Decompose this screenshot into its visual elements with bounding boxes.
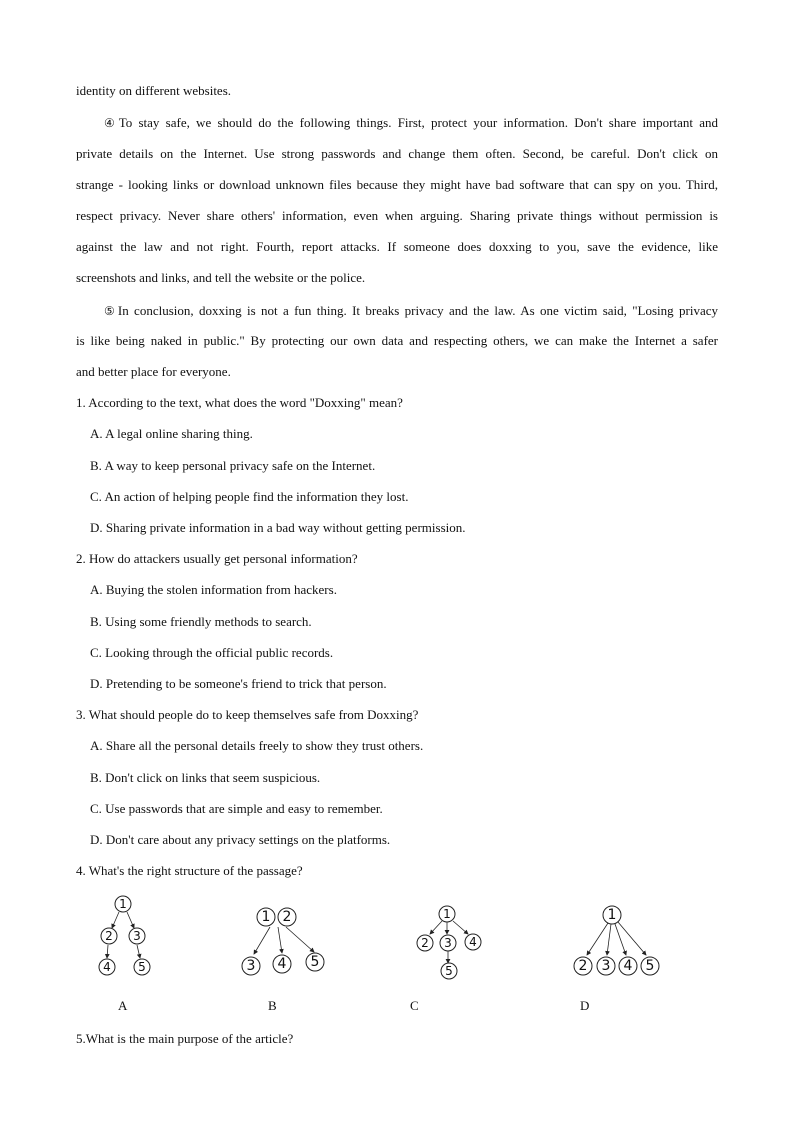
node-5-label: 5 — [310, 954, 320, 970]
edge-3-5 — [137, 945, 140, 958]
question-3-stem: 3. What should people do to keep themselves safe from Doxxing? — [76, 707, 419, 722]
question-3-option-d: D. Don't care about any privacy settings on the platforms. — [90, 832, 391, 847]
node-2-label: 2 — [578, 958, 588, 974]
paragraph-4-line-4: respect privacy. Never share others' information, even when arguing. Sharing private things without permission is — [76, 208, 718, 223]
edge-1-3 — [127, 912, 134, 928]
node-4-label: 4 — [623, 958, 633, 974]
edge-12-3 — [254, 927, 270, 954]
node-4-label: 4 — [103, 960, 111, 974]
node-5-label: 5 — [445, 964, 453, 978]
question-4-stem: 4. What's the right structure of the passage? — [76, 863, 303, 878]
question-1-option-b: B. A way to keep personal privacy safe on the Internet. — [90, 458, 376, 473]
edge-1-4 — [453, 921, 468, 934]
node-1-label: 1 — [443, 907, 451, 921]
diagram-d-label: D — [580, 998, 590, 1013]
edge-1-2 — [587, 923, 608, 955]
node-1-label: 1 — [607, 907, 617, 923]
question-1-option-d: D. Sharing private information in a bad way without getting permission. — [90, 520, 466, 535]
question-3-option-c: C. Use passwords that are simple and easy to remember. — [90, 801, 383, 816]
paragraph-5-line-1: ⑤In conclusion, doxxing is not a fun thing. It breaks privacy and the law. As one victim said, "Losing privacy — [104, 303, 718, 318]
question-3-option-a: A. Share all the personal details freely to show they trust others. — [90, 738, 424, 753]
edge-1-3 — [607, 924, 611, 955]
edge-12-4 — [278, 927, 282, 953]
edge-1-4 — [615, 924, 626, 955]
question-1-option-c: C. An action of helping people find the information they lost. — [90, 489, 409, 504]
question-3-option-b: B. Don't click on links that seem suspicious. — [90, 770, 321, 785]
node-2-label: 2 — [105, 929, 113, 943]
node-5-label: 5 — [138, 960, 146, 974]
node-3-label: 3 — [601, 958, 611, 974]
node-1-label: 1 — [119, 897, 127, 911]
question-2-stem: 2. How do attackers usually get personal information? — [76, 551, 358, 566]
node-3-label: 3 — [246, 958, 256, 974]
question-1-option-a: A. A legal online sharing thing. — [90, 426, 253, 441]
question-1-stem: 1. According to the text, what does the word "Doxxing" mean? — [76, 395, 403, 410]
diagram-a-label: A — [118, 998, 128, 1013]
structure-diagram-c — [404, 890, 494, 986]
node-3-label: 3 — [444, 936, 452, 950]
edge-2-4 — [107, 945, 108, 958]
question-5-stem: 5.What is the main purpose of the article? — [76, 1031, 294, 1046]
paragraph-4-line-5: against the law and not right. Fourth, report attacks. If someone does doxxing to you, save the evidence, like — [76, 239, 718, 254]
structure-diagram-b — [234, 890, 344, 986]
paragraph-4-marker: ④ — [104, 116, 118, 130]
paragraph-4-line-1: ④To stay safe, we should do the following things. First, protect your information. Don't share important and — [104, 115, 718, 130]
paragraph-4-line-6: screenshots and links, and tell the website or the police. — [76, 270, 366, 285]
paragraph-5-marker: ⑤ — [104, 304, 117, 318]
paragraph-3-tail: identity on different websites. — [76, 83, 232, 98]
paragraph-5-line-3: and better place for everyone. — [76, 364, 231, 379]
paragraph-5-line-2: is like being naked in public." By protecting our own data and respecting others, we can make the Internet a safer — [76, 333, 718, 348]
question-2-option-b: B. Using some friendly methods to search. — [90, 614, 312, 629]
question-2-option-d: D. Pretending to be someone's friend to trick that person. — [90, 676, 387, 691]
edge-12-5 — [286, 927, 314, 952]
diagram-c-label: C — [410, 998, 419, 1013]
node-4-label: 4 — [469, 935, 477, 949]
node-2-label: 2 — [282, 909, 292, 925]
edge-1-5 — [618, 922, 646, 955]
node-2-label: 2 — [421, 936, 429, 950]
structure-diagram-d — [566, 890, 666, 986]
node-4-label: 4 — [277, 956, 287, 972]
paragraph-4-line-2: private details on the Internet. Use strong passwords and change them often. Second, be careful. Don't click on — [76, 146, 718, 161]
node-5-label: 5 — [645, 958, 655, 974]
edge-1-2 — [112, 912, 119, 928]
structure-diagram-a — [90, 890, 170, 986]
question-2-option-a: A. Buying the stolen information from hackers. — [90, 582, 337, 597]
diagram-b-label: B — [268, 998, 277, 1013]
edge-1-2 — [430, 921, 442, 934]
node-3-label: 3 — [133, 929, 141, 943]
question-2-option-c: C. Looking through the official public records. — [90, 645, 334, 660]
node-1-label: 1 — [261, 909, 271, 925]
paragraph-4-line-3: strange - looking links or download unknown files because they might have bad software that can spy on you. Third, — [76, 177, 718, 192]
